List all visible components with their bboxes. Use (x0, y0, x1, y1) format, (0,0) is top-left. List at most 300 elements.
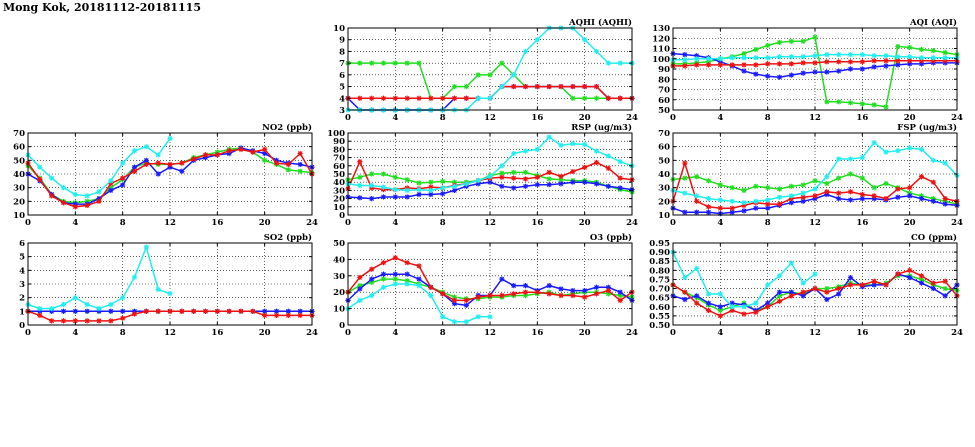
y-tick-label: 0 (19, 321, 25, 331)
data-point-red (741, 62, 746, 67)
data-point-red (777, 61, 782, 66)
data-point-red (535, 290, 540, 295)
data-point-cyan (487, 314, 492, 319)
data-point-red (73, 204, 78, 209)
data-point-blue (594, 181, 599, 186)
data-point-red (872, 58, 877, 63)
aqhi-chart (320, 14, 640, 128)
x-tick-label: 24 (951, 113, 963, 123)
y-tick-label: 9 (339, 35, 345, 46)
data-point-cyan (706, 56, 711, 61)
y-tick-label: 6 (339, 70, 345, 81)
data-point-red (250, 150, 255, 155)
data-point-cyan (393, 281, 398, 286)
data-point-cyan (452, 319, 457, 324)
data-point-green (730, 185, 735, 190)
data-point-cyan (730, 199, 735, 204)
data-point-green (801, 39, 806, 44)
data-point-blue (682, 297, 687, 302)
data-point-cyan (357, 183, 362, 188)
data-point-red (872, 279, 877, 284)
y-tick-label: 1 (19, 307, 25, 318)
data-point-red (730, 206, 735, 211)
data-point-red (523, 290, 528, 295)
data-point-red (440, 96, 445, 101)
x-tick-label: 8 (439, 113, 446, 123)
series-line-green (348, 63, 632, 98)
data-point-red (883, 58, 888, 63)
data-point-red (238, 147, 243, 152)
data-point-red (848, 282, 853, 287)
data-point-red (789, 61, 794, 66)
data-point-red (464, 298, 469, 303)
data-point-red (511, 291, 516, 296)
data-point-cyan (144, 144, 149, 149)
data-point-red (943, 196, 948, 201)
y-tick-label: 20 (333, 288, 345, 299)
x-tick-label: 24 (951, 328, 963, 338)
data-point-blue (298, 162, 303, 167)
data-point-green (753, 184, 758, 189)
data-point-cyan (789, 260, 794, 265)
y-tick-label: 50 (658, 156, 670, 167)
data-point-blue (594, 285, 599, 290)
data-point-red (582, 165, 587, 170)
data-point-green (789, 184, 794, 189)
data-point-red (570, 84, 575, 89)
data-point-blue (570, 180, 575, 185)
data-point-cyan (718, 56, 723, 61)
data-point-green (872, 102, 877, 107)
data-point-red (618, 176, 623, 181)
y-tick-label: 0 (339, 211, 345, 221)
data-point-red (250, 309, 255, 314)
data-point-blue (73, 309, 78, 314)
x-tick-label: 16 (531, 113, 544, 123)
y-tick-label: 40 (333, 255, 345, 266)
data-point-cyan (511, 151, 516, 156)
x-tick-label: 24 (306, 328, 318, 338)
data-point-cyan (381, 185, 386, 190)
data-point-red (132, 169, 137, 174)
data-point-green (594, 96, 599, 101)
data-point-cyan (547, 135, 552, 140)
y-tick-label: 0.80 (649, 266, 670, 277)
y-tick-label: 0.70 (649, 284, 670, 295)
data-point-red (298, 313, 303, 318)
data-point-green (393, 175, 398, 180)
data-point-cyan (570, 141, 575, 146)
data-point-red (179, 160, 184, 165)
data-point-blue (499, 184, 504, 189)
y-tick-label: 90 (333, 137, 345, 148)
rsp-chart (320, 119, 640, 233)
data-point-red (594, 84, 599, 89)
data-point-red (393, 255, 398, 260)
x-tick-label: 8 (439, 218, 446, 228)
x-tick-label: 12 (809, 113, 821, 123)
data-point-cyan (789, 193, 794, 198)
data-point-blue (919, 196, 924, 201)
data-point-green (682, 176, 687, 181)
data-point-blue (120, 309, 125, 314)
y-tick-label: 60 (333, 161, 345, 172)
data-point-cyan (682, 275, 687, 280)
data-point-blue (61, 309, 66, 314)
y-tick-label: 70 (13, 129, 25, 139)
data-point-blue (558, 181, 563, 186)
x-tick-label: 4 (392, 218, 399, 228)
data-point-cyan (594, 148, 599, 153)
data-point-red (381, 260, 386, 265)
x-tick-label: 12 (164, 218, 176, 228)
data-point-blue (369, 276, 374, 281)
data-point-blue (872, 64, 877, 69)
data-point-blue (741, 208, 746, 213)
x-tick-label: 16 (211, 218, 224, 228)
x-tick-label: 0 (25, 218, 31, 228)
data-point-cyan (919, 55, 924, 60)
y-tick-label: 60 (658, 142, 670, 153)
series-line-cyan (28, 247, 170, 309)
data-point-cyan (108, 302, 113, 307)
data-point-red (694, 301, 699, 306)
data-point-red (464, 96, 469, 101)
data-point-green (416, 61, 421, 66)
data-point-blue (848, 197, 853, 202)
y-tick-label: 40 (658, 170, 670, 180)
data-point-red (824, 189, 829, 194)
data-point-blue (582, 288, 587, 293)
y-tick-label: 50 (658, 106, 670, 116)
data-point-green (765, 185, 770, 190)
data-point-cyan (167, 136, 172, 141)
data-point-red (618, 298, 623, 303)
data-point-cyan (753, 199, 758, 204)
x-tick-label: 24 (306, 218, 318, 228)
data-point-red (682, 63, 687, 68)
y-tick-label: 0.95 (649, 239, 670, 249)
data-point-blue (931, 199, 936, 204)
data-point-cyan (558, 143, 563, 148)
y-tick-label: 0.55 (649, 311, 670, 322)
data-point-blue (824, 297, 829, 302)
data-point-red (393, 96, 398, 101)
data-point-green (428, 180, 433, 185)
data-point-green (405, 61, 410, 66)
data-point-red (931, 280, 936, 285)
data-point-cyan (824, 174, 829, 179)
data-point-cyan (682, 57, 687, 62)
data-point-red (753, 310, 758, 315)
data-point-red (511, 84, 516, 89)
data-point-cyan (777, 273, 782, 278)
data-point-blue (836, 68, 841, 73)
y-tick-label: 0.50 (649, 321, 670, 331)
data-point-cyan (812, 186, 817, 191)
data-point-red (535, 84, 540, 89)
data-point-cyan (907, 54, 912, 59)
data-point-red (405, 96, 410, 101)
y-tick-label: 70 (333, 153, 345, 164)
data-point-red (836, 286, 841, 291)
data-point-blue (156, 171, 161, 176)
data-point-blue (812, 69, 817, 74)
data-point-red (49, 193, 54, 198)
chart-title: O3 (ppb) (589, 233, 632, 243)
data-point-green (883, 104, 888, 109)
data-point-red (381, 96, 386, 101)
data-point-blue (741, 68, 746, 73)
data-point-cyan (428, 293, 433, 298)
fsp-chart (645, 119, 965, 233)
y-tick-label: 120 (652, 34, 670, 45)
x-tick-label: 4 (392, 113, 399, 123)
data-point-red (428, 96, 433, 101)
x-tick-label: 0 (670, 218, 676, 228)
data-point-green (706, 178, 711, 183)
data-point-red (582, 84, 587, 89)
data-point-cyan (440, 314, 445, 319)
data-point-blue (907, 275, 912, 280)
data-point-cyan (883, 150, 888, 155)
data-point-red (801, 60, 806, 65)
data-point-cyan (357, 298, 362, 303)
data-point-blue (179, 169, 184, 174)
data-point-blue (836, 196, 841, 201)
data-point-red (476, 295, 481, 300)
y-tick-label: 100 (652, 54, 670, 65)
x-tick-label: 24 (626, 218, 638, 228)
co-chart (645, 229, 965, 343)
data-point-cyan (535, 37, 540, 42)
data-point-cyan (765, 197, 770, 202)
x-tick-label: 16 (211, 328, 224, 338)
y-tick-label: 2 (19, 293, 25, 304)
y-tick-label: 110 (652, 44, 670, 55)
data-point-green (369, 61, 374, 66)
data-point-red (167, 309, 172, 314)
data-point-red (547, 170, 552, 175)
data-point-red (718, 206, 723, 211)
data-point-red (357, 275, 362, 280)
data-point-red (860, 282, 865, 287)
data-point-green (582, 96, 587, 101)
data-point-green (464, 84, 469, 89)
y-tick-label: 0 (339, 321, 345, 331)
data-point-blue (860, 66, 865, 71)
data-point-blue (369, 196, 374, 201)
data-point-red (108, 318, 113, 323)
x-tick-label: 16 (856, 113, 869, 123)
y-tick-label: 40 (333, 178, 345, 189)
y-tick-label: 10 (13, 211, 25, 221)
o3-chart (320, 229, 640, 343)
data-point-blue (523, 283, 528, 288)
x-tick-label: 24 (626, 328, 638, 338)
data-point-red (274, 160, 279, 165)
data-point-cyan (393, 187, 398, 192)
data-point-blue (836, 291, 841, 296)
data-point-red (789, 293, 794, 298)
data-point-red (298, 151, 303, 156)
data-point-blue (706, 301, 711, 306)
data-point-green (357, 61, 362, 66)
data-point-green (511, 170, 516, 175)
data-point-red (96, 199, 101, 204)
data-point-green (298, 169, 303, 174)
data-point-red (191, 156, 196, 161)
data-point-green (262, 158, 267, 163)
data-point-cyan (428, 188, 433, 193)
data-point-cyan (73, 295, 78, 300)
x-tick-label: 0 (25, 328, 31, 338)
y-tick-label: 3 (19, 280, 25, 290)
x-tick-label: 4 (717, 328, 724, 338)
data-point-cyan (85, 193, 90, 198)
data-point-cyan (860, 155, 865, 160)
data-point-cyan (872, 53, 877, 58)
data-point-blue (499, 276, 504, 281)
data-point-cyan (730, 304, 735, 309)
data-point-red (594, 160, 599, 165)
data-point-blue (440, 191, 445, 196)
data-point-cyan (85, 302, 90, 307)
x-tick-label: 8 (439, 328, 446, 338)
data-point-red (706, 308, 711, 313)
data-point-green (812, 35, 817, 40)
data-point-blue (618, 185, 623, 190)
data-point-blue (706, 210, 711, 215)
data-point-green (405, 177, 410, 182)
x-tick-label: 20 (903, 113, 916, 123)
data-point-blue (405, 194, 410, 199)
data-point-red (499, 175, 504, 180)
data-point-cyan (476, 96, 481, 101)
data-point-red (416, 96, 421, 101)
data-point-cyan (405, 188, 410, 193)
x-tick-label: 0 (345, 328, 351, 338)
data-point-red (191, 309, 196, 314)
data-point-red (405, 260, 410, 265)
x-tick-label: 16 (531, 218, 544, 228)
data-point-cyan (37, 306, 42, 311)
data-point-green (789, 39, 794, 44)
data-point-red (812, 60, 817, 65)
y-tick-label: 5 (19, 252, 25, 263)
data-point-blue (848, 275, 853, 280)
data-point-red (824, 59, 829, 64)
data-point-cyan (464, 319, 469, 324)
data-point-green (943, 50, 948, 55)
data-point-green (777, 186, 782, 191)
data-point-cyan (741, 200, 746, 205)
data-point-cyan (499, 84, 504, 89)
data-point-cyan (120, 295, 125, 300)
y-tick-label: 60 (13, 142, 25, 153)
data-point-red (144, 162, 149, 167)
data-point-red (606, 166, 611, 171)
data-point-green (860, 101, 865, 106)
data-point-red (812, 286, 817, 291)
data-point-blue (606, 184, 611, 189)
chart-title: AQI (AQI) (910, 18, 957, 28)
x-tick-label: 12 (484, 328, 496, 338)
data-point-cyan (943, 55, 948, 60)
data-point-cyan (144, 245, 149, 250)
y-tick-label: 0.75 (649, 275, 670, 286)
data-point-blue (907, 193, 912, 198)
data-point-red (440, 291, 445, 296)
chart-title: RSP (ug/m3) (571, 123, 632, 133)
data-point-cyan (535, 147, 540, 152)
data-point-green (824, 99, 829, 104)
data-point-blue (416, 192, 421, 197)
y-tick-label: 0.85 (649, 257, 670, 268)
data-point-green (765, 43, 770, 48)
x-tick-label: 20 (258, 218, 271, 228)
data-point-blue (416, 276, 421, 281)
data-point-cyan (132, 148, 137, 153)
x-tick-label: 4 (717, 218, 724, 228)
data-point-red (120, 316, 125, 321)
y-tick-label: 80 (333, 145, 345, 156)
data-point-green (694, 174, 699, 179)
data-point-red (682, 290, 687, 295)
data-point-blue (931, 286, 936, 291)
data-point-green (393, 276, 398, 281)
data-point-red (718, 313, 723, 318)
data-point-cyan (167, 291, 172, 296)
series-line-blue (28, 148, 312, 204)
data-point-green (883, 181, 888, 186)
data-point-red (706, 204, 711, 209)
chart-title: AQHI (AQHI) (568, 18, 632, 28)
data-point-blue (943, 201, 948, 206)
data-point-cyan (741, 304, 746, 309)
x-tick-label: 4 (717, 113, 724, 123)
data-point-red (274, 313, 279, 318)
data-point-green (570, 96, 575, 101)
data-point-cyan (836, 52, 841, 57)
data-point-red (262, 147, 267, 152)
data-point-cyan (476, 178, 481, 183)
data-point-red (582, 295, 587, 300)
data-point-red (919, 273, 924, 278)
data-point-cyan (37, 165, 42, 170)
data-point-red (872, 193, 877, 198)
data-point-red (416, 263, 421, 268)
data-point-cyan (523, 49, 528, 54)
data-point-blue (570, 288, 575, 293)
data-point-cyan (801, 54, 806, 59)
x-tick-label: 20 (578, 218, 591, 228)
data-point-blue (777, 290, 782, 295)
data-point-green (357, 175, 362, 180)
data-point-cyan (156, 287, 161, 292)
data-point-red (694, 62, 699, 67)
data-point-blue (464, 303, 469, 308)
data-point-blue (381, 194, 386, 199)
data-point-blue (718, 304, 723, 309)
x-tick-label: 8 (119, 218, 126, 228)
x-tick-label: 8 (764, 113, 771, 123)
data-point-cyan (156, 152, 161, 157)
data-point-red (547, 291, 552, 296)
data-point-cyan (694, 266, 699, 271)
y-tick-label: 70 (658, 129, 670, 139)
data-point-red (860, 59, 865, 64)
